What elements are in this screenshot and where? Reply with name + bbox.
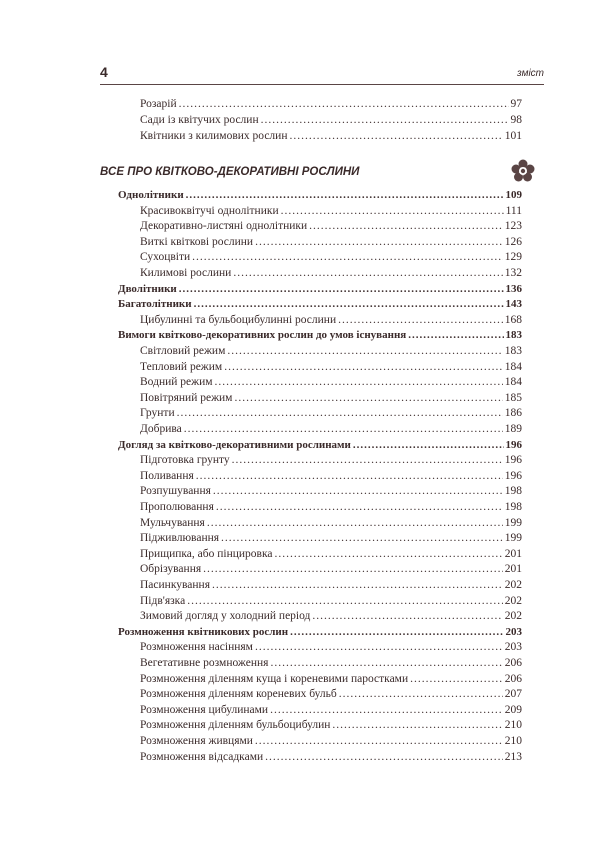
toc-entry-page: 213 [504,751,522,763]
toc-entry-page: 143 [505,298,522,310]
toc-entry-title: Сухоцвіти [140,251,191,263]
toc-entry-page: 184 [504,376,522,388]
toc-dot-leader [255,235,503,249]
toc-dot-leader [332,718,502,732]
toc-entry-title: Підживлювання [140,532,220,544]
toc-entry-title: Розмноження діленням бульбоцибулин [140,719,331,731]
toc-entry [118,188,522,202]
toc-entry-page: 210 [504,735,522,747]
toc-dot-leader [215,375,503,389]
toc-dot-leader [227,344,502,358]
toc-entry-page: 98 [510,114,522,126]
toc-entry-page: 201 [504,563,522,575]
toc-entry-title: Мульчування [140,517,205,529]
toc-entry-title: Світловий режим [140,345,226,357]
toc-entry-title: Вегетативне розмноження [140,657,269,669]
toc-entry-page: 202 [504,610,522,622]
toc-entry [140,594,522,608]
toc-entry-title: Розмноження відсадками [140,751,264,763]
toc-entry-page: 199 [504,532,522,544]
toc-entry [140,500,522,514]
toc-entry-page: 185 [504,392,522,404]
toc-entry [140,266,522,280]
toc-entry [140,656,522,670]
toc-entry-title: Розарій [140,98,177,110]
toc-entry [140,406,522,420]
toc-dot-leader [255,734,503,748]
toc-entry-page: 183 [505,329,522,341]
toc-dot-leader [353,438,504,452]
page-number: 4 [100,64,108,80]
toc-entry [140,672,522,686]
toc-entry-title: Повітряний режим [140,392,233,404]
toc-dot-leader [234,391,502,405]
toc-entry-page: 111 [505,205,522,217]
toc-dot-leader [408,328,503,342]
toc-dot-leader [281,204,504,218]
toc-entry-title: Підв'язка [140,595,186,607]
toc-entry-title: Догляд за квітково-декоративними рослинами [118,439,351,451]
toc-entry-title: Підготовка грунту [140,454,230,466]
toc-dot-leader [309,219,503,233]
toc-entry-title: Сади із квітучих рослин [140,114,259,126]
toc-entry-page: 206 [504,657,522,669]
toc-entry-title: Розмноження діленням кореневих бульб [140,688,337,700]
toc-dot-leader [312,609,502,623]
toc-entry-page: 184 [504,361,522,373]
toc-entry [140,235,522,249]
toc-entry [140,250,522,264]
toc-dot-leader [255,640,503,654]
toc-entry-title: Розпушування [140,485,211,497]
toc-entry-page: 196 [504,454,522,466]
toc-entry-title: Обрізування [140,563,202,575]
toc-entry-title: Розмноження цибулинами [140,704,269,716]
toc-dot-leader [265,750,503,764]
toc-entry-title: Квітники з килимових рослин [140,130,288,142]
toc-dot-leader [221,531,503,545]
toc-entry-title: Багатолітники [118,298,192,310]
section-title: ВСЕ ПРО КВІТКОВО-ДЕКОРАТИВНІ РОСЛИНИ [100,166,360,178]
toc-entry [118,438,522,452]
toc-entry-title: Грунти [140,407,175,419]
toc-entry [140,640,522,654]
toc-entry-title: Килимові рослини [140,267,232,279]
toc-entry-title: Вимоги квітково-декоративних рослин до умов існування [118,329,407,341]
toc-entry [118,625,522,639]
toc-entry-title: Тепловий режим [140,361,223,373]
toc-dot-leader [290,625,503,639]
toc-dot-leader [410,672,503,686]
toc-entry [140,547,522,561]
toc-dot-leader [179,282,504,296]
toc-dot-leader [196,469,503,483]
toc-entry-page: 186 [504,407,522,419]
toc-dot-leader [179,97,509,111]
toc-dot-leader [184,422,503,436]
toc-dot-leader [270,656,502,670]
toc-entry [140,113,522,127]
toc-entry [140,204,522,218]
toc-dot-leader [216,500,503,514]
toc-entry [140,375,522,389]
toc-entry-page: 207 [504,688,522,700]
toc-entry-title: Виткі квіткові рослини [140,236,254,248]
toc-entry-title: Однолітники [118,189,184,201]
toc-entry-page: 203 [504,641,522,653]
toc-dot-leader [289,129,502,143]
toc-entry-page: 202 [504,595,522,607]
toc-entry [140,97,522,111]
toc-dot-leader [207,516,503,530]
toc-entry-page: 209 [504,704,522,716]
toc-dot-leader [274,547,502,561]
toc-entry [140,734,522,748]
toc-entry-title: Цибулинні та бульбоцибулинні рослини [140,314,337,326]
toc-entry-page: 132 [504,267,522,279]
toc-dot-leader [224,360,503,374]
toc-dot-leader [213,484,503,498]
toc-entry [140,391,522,405]
toc-entry-title: Пасинкування [140,579,210,591]
toc-entry-page: 199 [504,517,522,529]
toc-entry-page: 129 [504,251,522,263]
toc-entry-page: 210 [504,719,522,731]
flower-ornament-icon [510,158,536,184]
toc-entry [140,562,522,576]
toc-dot-leader [177,406,503,420]
toc-entry [140,687,522,701]
toc-dot-leader [187,594,503,608]
toc-entry-page: 206 [504,673,522,685]
toc-dot-leader [270,703,503,717]
toc-entry [118,282,522,296]
running-head: зміст [517,68,544,79]
toc-entry-title: Поливання [140,470,194,482]
toc-entry [140,313,522,327]
toc-dot-leader [338,313,503,327]
toc-entry-title: Красивоквітучі однолітники [140,205,279,217]
toc-entry [140,129,522,143]
toc-entry-page: 136 [505,283,522,295]
toc-entry-title: Розмноження живцями [140,735,253,747]
toc-entry-title: Прищипка, або пінцировка [140,548,273,560]
toc-entry-title: Водний режим [140,376,213,388]
toc-entry-title: Розмноження діленням куща і кореневими паростками [140,673,409,685]
toc-entry-page: 183 [504,345,522,357]
toc-entry-page: 196 [504,470,522,482]
toc-entry-page: 201 [504,548,522,560]
toc-entry [118,328,522,342]
toc-entry [140,219,522,233]
toc-dot-leader [203,562,503,576]
toc-entry [140,578,522,592]
toc-dot-leader [233,266,502,280]
toc-dot-leader [212,578,503,592]
toc-entry-page: 97 [510,98,522,110]
toc-entry [140,609,522,623]
toc-entry-page: 196 [505,439,522,451]
toc-dot-leader [186,188,504,202]
toc-entry [140,484,522,498]
toc-entry [140,516,522,530]
toc-entry-title: Розмноження насінням [140,641,253,653]
toc-entry [140,453,522,467]
toc-entry-title: Дволітники [118,283,177,295]
toc-entry [140,750,522,764]
toc-entry-page: 202 [504,579,522,591]
toc-entry [140,469,522,483]
toc-entry-page: 203 [505,626,522,638]
toc-entry [118,297,522,311]
toc-entry-title: Розмноження квітникових рослин [118,626,289,638]
page-header [100,64,544,85]
toc-entry [140,360,522,374]
toc-dot-leader [339,687,503,701]
toc-entry-title: Зимовий догляд у холодний період [140,610,311,622]
toc-entry [140,422,522,436]
toc-entry-title: Прополювання [140,501,214,513]
toc-entry-page: 126 [504,236,522,248]
toc-entry-page: 109 [505,189,522,201]
toc-dot-leader [192,250,503,264]
toc-entry-page: 198 [504,501,522,513]
toc-entry-page: 101 [504,130,522,142]
toc-dot-leader [261,113,509,127]
toc-dot-leader [194,297,504,311]
toc-entry-page: 123 [504,220,522,232]
toc-entry [140,344,522,358]
toc-entry-title: Добрива [140,423,182,435]
toc-entry-page: 189 [504,423,522,435]
toc-entry-page: 168 [504,314,522,326]
toc-dot-leader [232,453,503,467]
toc-entry [140,531,522,545]
toc-entry [140,718,522,732]
toc-entry [140,703,522,717]
toc-entry-page: 198 [504,485,522,497]
toc-entry-title: Декоративно-листяні однолітники [140,220,308,232]
